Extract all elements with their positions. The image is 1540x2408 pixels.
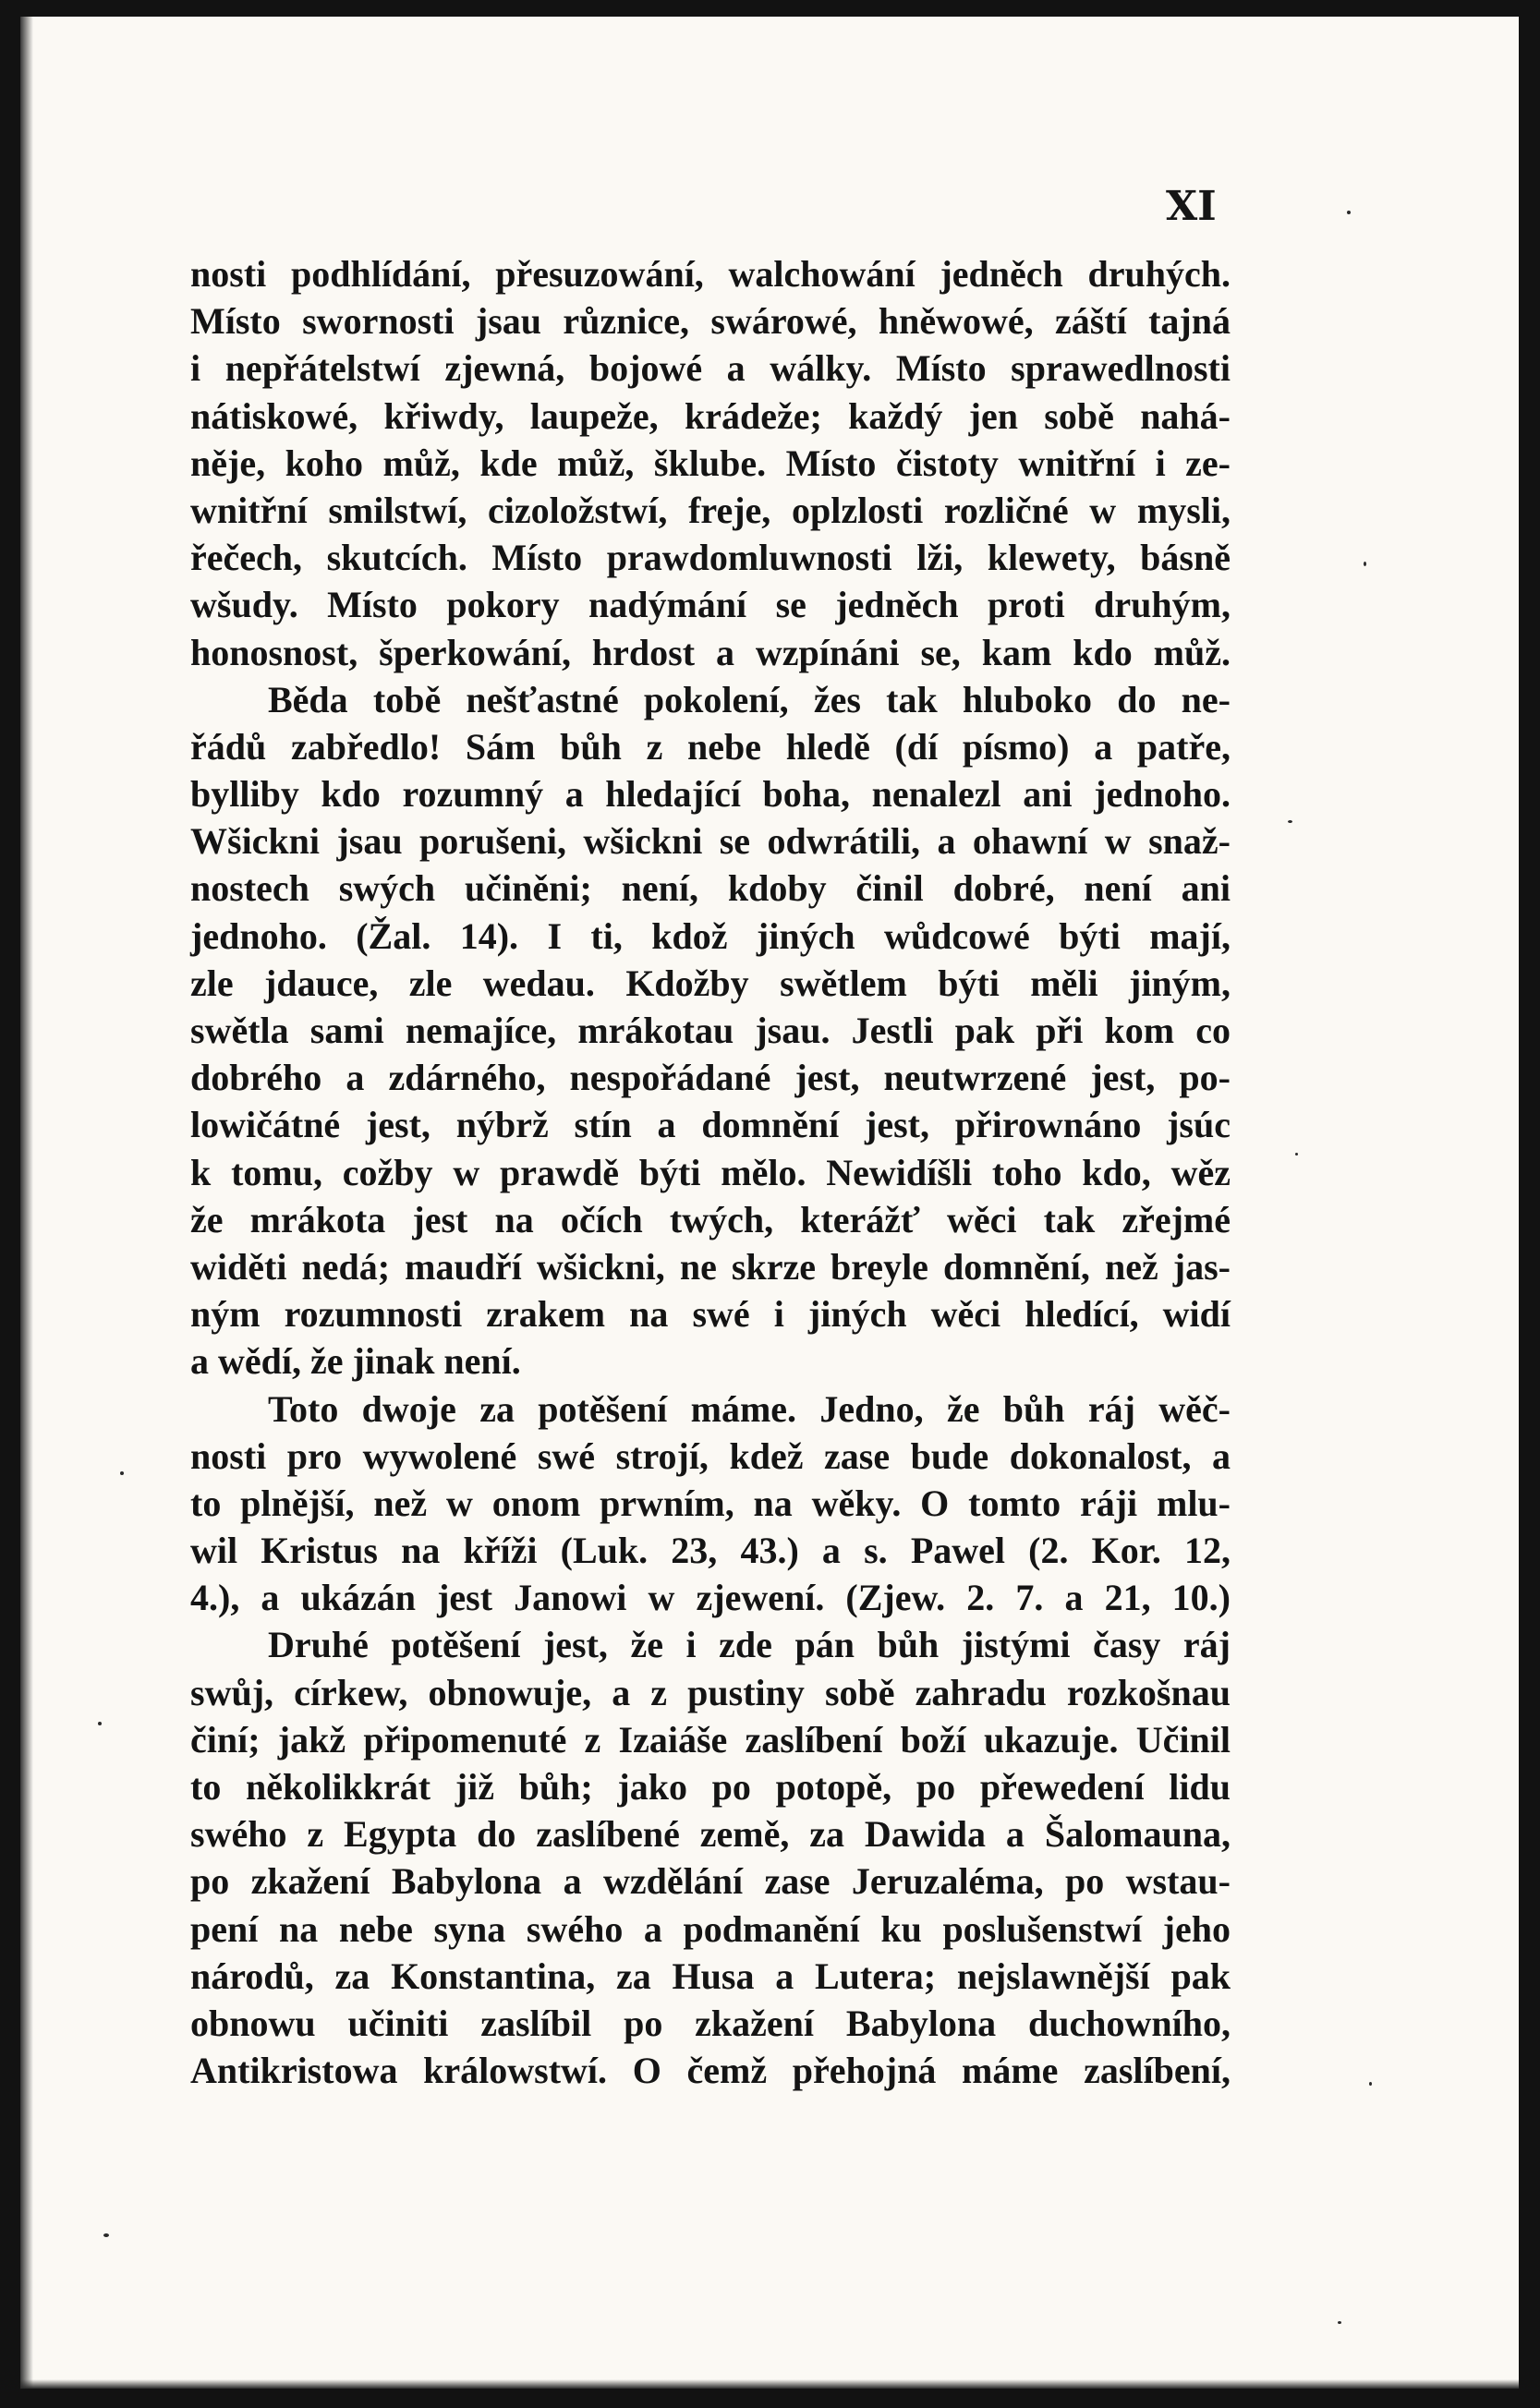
text-line: k tomu, cožby w prawdě býti mělo. Newidíšli toho kdo, wěz <box>190 1151 1231 1193</box>
text-line: wil Kristus na kříži (Luk. 23, 43.) a s. Pawel (2. Kor. 12, <box>190 1530 1231 1572</box>
text-line: nosti pro wywolené swé strojí, kdež zase bude dokonalost, a <box>190 1434 1231 1477</box>
paragraph-first-line: Druhé potěšení jest, že i zde pán bůh jistými časy ráj <box>268 1624 1231 1666</box>
page-number: XI <box>1166 183 1217 230</box>
text-line: řečech, skutcích. Místo prawdomluwnosti lži, klewety, básně <box>190 537 1231 579</box>
print-speck <box>1364 562 1366 566</box>
print-speck <box>120 1471 124 1475</box>
print-speck <box>1347 211 1351 214</box>
text-line: obnowu učiniti zaslíbil po zkažení Babylona duchowního, <box>190 2002 1231 2044</box>
text-line: to několikkrát již bůh; jako po potopě, po přewedení lidu <box>190 1766 1231 1808</box>
text-line: swůj, církew, obnowuje, a z pustiny sobě zahradu rozkošnau <box>190 1671 1231 1713</box>
text-line: Wšickni jsau porušeni, wšickni se odwrátili, a ohawní w snaž- <box>190 820 1231 863</box>
text-line: Místo swornosti jsau různice, swárowé, hněwowé, záští tajná <box>190 300 1231 343</box>
text-line: že mrákota jest na očích twých, kterážť wěci tak zřejmé <box>190 1198 1231 1240</box>
print-speck <box>1288 820 1292 823</box>
print-speck <box>1338 2321 1341 2324</box>
print-speck <box>103 2233 109 2237</box>
text-line: i nepřátelstwí zjewná, bojowé a wálky. Místo sprawedlnosti <box>190 347 1231 390</box>
paragraph-first-line: Běda tobě nešťastné pokolení, žes tak hluboko do ne- <box>268 678 1231 720</box>
text-line: swětla sami nemajíce, mrákotau jsau. Jestli pak při kom co <box>190 1010 1231 1051</box>
body-text <box>190 250 1231 2094</box>
print-speck <box>98 1722 102 1725</box>
paragraph-last-line: a wědí, že jinak není. <box>190 1340 521 1383</box>
text-line: nosti podhlídání, přesuzowání, walchowání jedněch druhých. <box>190 253 1231 295</box>
text-line: wnitřní smilstwí, cizoložstwí, freje, oplzlosti rozličné w mysli, <box>190 489 1231 531</box>
text-line: swého z Egypta do zaslíbené země, za Dawida a Šalomauna, <box>190 1813 1231 1856</box>
left-edge-shadow <box>20 17 33 2389</box>
text-line: něje, koho můž, kde můž, šklube. Místo čistoty wnitřní i ze- <box>190 442 1231 484</box>
text-line: nátiskowé, křiwdy, laupeže, krádeže; každý jen sobě nahá- <box>190 394 1231 437</box>
text-line: honosnost, šperkowání, hrdost a wzpínáni se, kam kdo můž. <box>190 631 1231 673</box>
text-line: 4.), a ukázán jest Janowi w zjewení. (Zjew. 2. 7. a 21, 10.) <box>190 1577 1231 1619</box>
text-line: ným rozumnosti zrakem na swé i jiných wěci hledící, widí <box>190 1293 1231 1336</box>
text-line: po zkažení Babylona a wzdělání zase Jeruzaléma, po wstau- <box>190 1860 1231 1903</box>
text-line: bylliby kdo rozumný a hledající boha, nenalezl ani jednoho. <box>190 773 1231 816</box>
text-line: to plnější, než w onom prwním, na wěky. O tomto ráji mlu- <box>190 1482 1231 1524</box>
text-line: nostech swých učiněni; není, kdoby činil dobré, není ani <box>190 867 1231 910</box>
text-line: pení na nebe syna swého a podmanění ku poslušenstwí jeho <box>190 1907 1231 1950</box>
text-line: lowičátné jest, nýbrž stín a domnění jest, přirownáno jsúc <box>190 1104 1231 1146</box>
bottom-edge-shadow <box>20 2379 1519 2389</box>
print-speck <box>1295 1153 1298 1156</box>
text-line: národů, za Konstantina, za Husa a Lutera; nejslawnější pak <box>190 1954 1231 1997</box>
text-line: wšudy. Místo pokory nadýmání se jedněch proti druhým, <box>190 584 1231 626</box>
print-speck <box>1369 2082 1372 2086</box>
text-line: dobrého a zdárného, nespořádané jest, neutwrzené jest, po- <box>190 1057 1231 1099</box>
text-line: widěti nedá; maudří wšickni, ne skrze breyle domnění, než jas- <box>190 1245 1231 1288</box>
text-line: činí; jakž připomenuté z Izaiáše zaslíbení boží ukazuje. Učinil <box>190 1718 1231 1761</box>
text-line: řádů zabředlo! Sám bůh z nebe hledě (dí písmo) a patře, <box>190 725 1231 768</box>
text-line: zle jdauce, zle wedau. Kdožby swětlem býti měli jiným, <box>190 962 1231 1004</box>
text-line: jednoho. (Žal. 14). I ti, kdož jiných wůdcowé býti mají, <box>190 914 1231 957</box>
text-line: Antikristowa králowstwí. O čemž přehojná máme zaslíbení, <box>190 2050 1231 2092</box>
paragraph-first-line: Toto dwoje za potěšení máme. Jedno, že bůh ráj wěč- <box>268 1387 1231 1430</box>
